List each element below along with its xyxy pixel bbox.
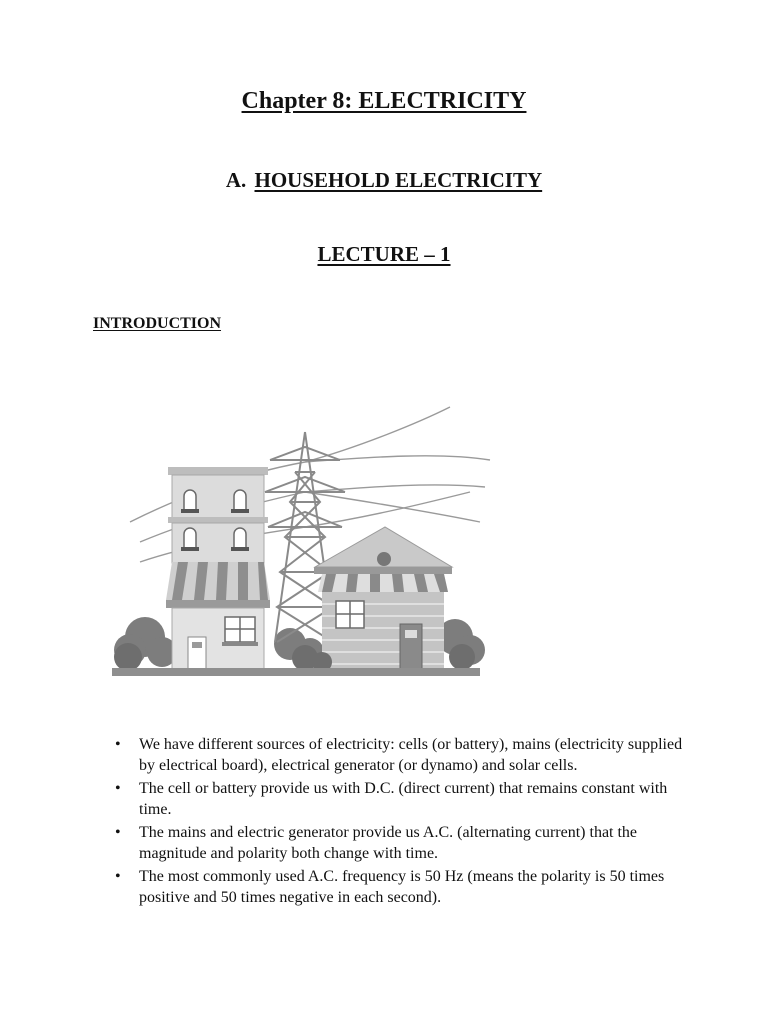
ground: [112, 668, 480, 676]
brick-house: [314, 527, 452, 670]
houses-and-power-tower-illustration: [100, 352, 500, 712]
list-item-text: The most commonly used A.C. frequency is 50 Hz (means the polarity is 50 times positive and 50 times negative in each second).: [139, 868, 665, 906]
list-item: [112, 734, 692, 776]
bullet-marker: •: [115, 868, 121, 885]
list-item-text: The cell or battery provide us with D.C. (direct current) that remains constant with time.: [139, 780, 668, 818]
bullet-marker: •: [115, 780, 121, 797]
list-item-text: We have different sources of electricity: cells (or battery), mains (electricity supplied by electrical board), electrical generator (or dynamo) and solar cells.: [139, 736, 683, 774]
list-item: [112, 866, 692, 908]
list-item: [112, 822, 692, 864]
introduction-heading: INTRODUCTION: [93, 315, 222, 332]
list-item-text: The mains and electric generator provide us A.C. (alternating current) that the magnitude and polarity both change with time.: [139, 824, 638, 862]
bullet-list: [112, 734, 692, 910]
tall-building: [166, 467, 270, 670]
section-name: HOUSEHOLD ELECTRICITY: [254, 168, 543, 192]
bullet-marker: •: [115, 736, 121, 753]
section-letter: A.: [225, 168, 247, 192]
chapter-title-text: Chapter 8: ELECTRICITY: [241, 88, 527, 114]
list-item: [112, 778, 692, 820]
section-heading: [0, 166, 768, 194]
bullet-marker: •: [115, 824, 121, 841]
chapter-title: [0, 86, 768, 116]
lecture-heading: LECTURE – 1: [317, 242, 451, 266]
